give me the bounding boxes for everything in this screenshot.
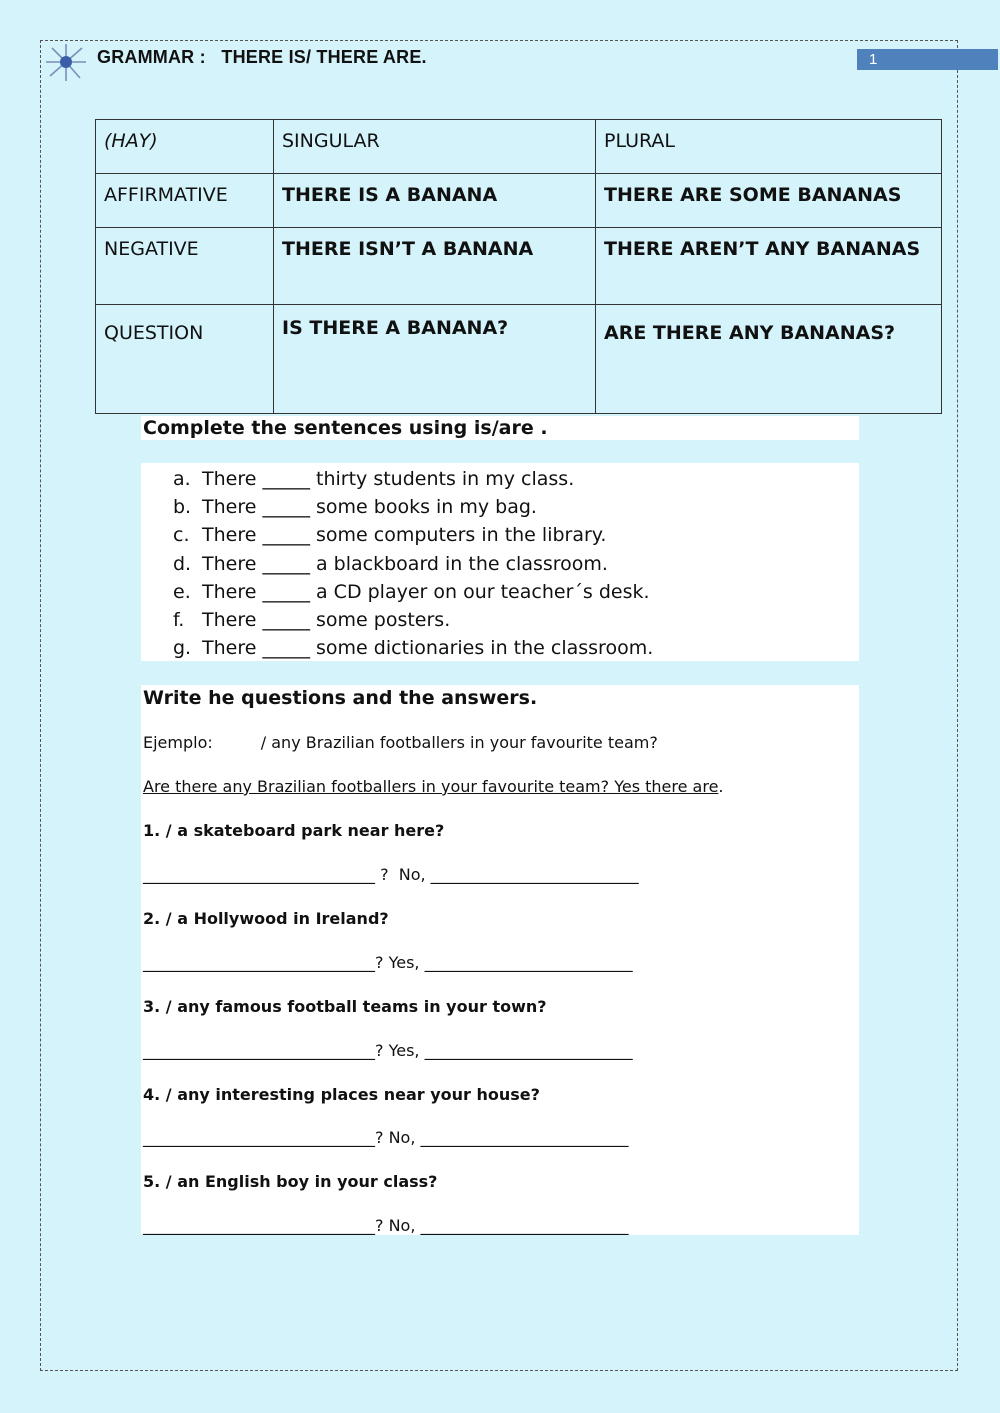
table-cell: SINGULAR — [274, 120, 596, 174]
item-text: There _____ some books in my bag. — [202, 496, 537, 519]
exercise1-heading-box — [141, 416, 859, 440]
item-letter: g. — [173, 637, 192, 660]
example-answer-line — [143, 777, 724, 796]
question-prompt: 5. / an English boy in your class? — [143, 1172, 438, 1191]
table-cell: THERE ARE SOME BANANAS — [596, 174, 942, 228]
question-prompt: 1. / a skateboard park near here? — [143, 821, 445, 840]
item-text: There _____ some dictionaries in the classroom. — [202, 637, 654, 660]
list-item — [173, 550, 653, 578]
page-number-badge: 1 — [857, 49, 998, 70]
item-text: There _____ a blackboard in the classroom. — [202, 552, 608, 575]
table-cell: THERE AREN’T ANY BANANAS — [596, 228, 942, 305]
exercise1-list-box — [141, 463, 859, 661]
item-text: There _____ some posters. — [202, 609, 451, 632]
answer-line: _____________________________? Yes, __________________________ — [143, 1041, 633, 1060]
example-line — [143, 733, 658, 752]
answer-line: _____________________________? No, __________________________ — [143, 1216, 629, 1235]
example-answer-end: . — [718, 777, 724, 796]
table-cell: AFFIRMATIVE — [96, 174, 274, 228]
table-row — [96, 228, 942, 305]
star-burst-icon — [44, 42, 88, 82]
item-text: There _____ some computers in the library. — [202, 524, 607, 547]
example-prompt: / any Brazilian footballers in your favourite team? — [260, 733, 658, 752]
list-item — [173, 521, 653, 549]
list-item — [173, 606, 653, 634]
answer-line: _____________________________? Yes, __________________________ — [143, 953, 633, 972]
question-prompt: 2. / a Hollywood in Ireland? — [143, 909, 389, 928]
answer-line: _____________________________? No, __________________________ — [143, 1128, 629, 1147]
item-letter: d. — [173, 552, 192, 575]
table-row — [96, 174, 942, 228]
question-prompt: 4. / any interesting places near your house? — [143, 1085, 540, 1104]
item-letter: e. — [173, 580, 191, 603]
exercise2-heading: Write he questions and the answers. — [143, 687, 538, 709]
exercise1-heading: Complete the sentences using is/are . — [143, 417, 548, 439]
item-text: There _____ a CD player on our teacher´s desk. — [202, 580, 650, 603]
exercise1-list — [173, 465, 653, 662]
table-cell: NEGATIVE — [96, 228, 274, 305]
table-cell: ARE THERE ANY BANANAS? — [596, 305, 942, 414]
list-item — [173, 634, 653, 662]
list-item — [173, 578, 653, 606]
list-item — [173, 465, 653, 493]
item-text: There _____ thirty students in my class. — [202, 468, 575, 490]
item-letter: f. — [173, 609, 185, 632]
example-label: Ejemplo: — [143, 733, 213, 752]
table-cell: IS THERE A BANANA? — [274, 305, 596, 414]
question-prompt: 3. / any famous football teams in your town? — [143, 997, 547, 1016]
exercise2-box — [141, 685, 859, 1235]
item-letter: b. — [173, 496, 192, 519]
table-cell: QUESTION — [96, 305, 274, 414]
table-row — [96, 120, 942, 174]
table-cell: THERE IS A BANANA — [274, 174, 596, 228]
answer-line: _____________________________ ? No, __________________________ — [143, 865, 639, 884]
table-cell: THERE ISN’T A BANANA — [274, 228, 596, 305]
table-row — [96, 305, 942, 414]
table-cell: PLURAL — [596, 120, 942, 174]
item-letter: a. — [173, 468, 191, 490]
document-title: GRAMMAR : THERE IS/ THERE ARE. — [97, 47, 427, 67]
list-item — [173, 493, 653, 521]
grammar-table — [95, 119, 942, 414]
table-cell: (HAY) — [96, 120, 274, 174]
example-answer: Are there any Brazilian footballers in your favourite team? Yes there are — [143, 777, 719, 796]
item-letter: c. — [173, 524, 190, 547]
